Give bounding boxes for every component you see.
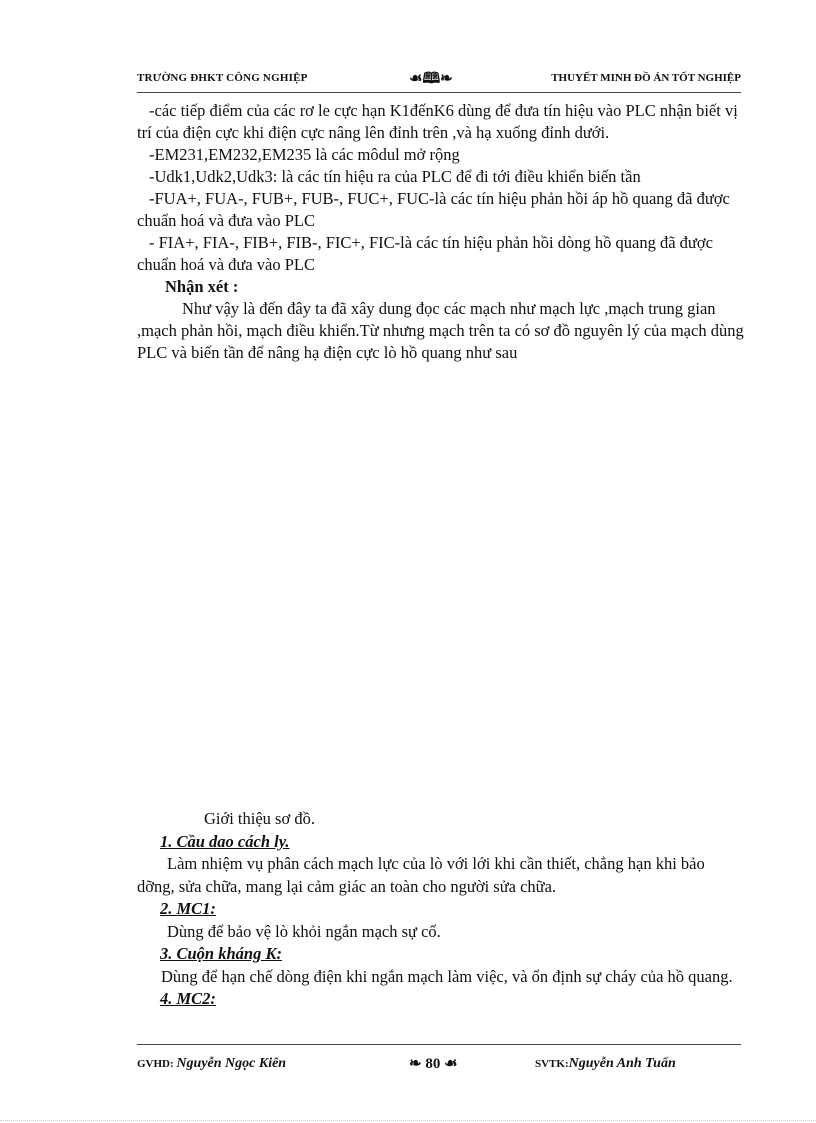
section-heading: Nhận xét : xyxy=(165,277,239,296)
page-header xyxy=(137,68,741,92)
paragraph: Như vậy là đến đây ta đã xây dung đọc các mạch như mạch lực ,mạch trung gian ,mạch phản hồi, mạch điều khiển.Từ nhưng mạch trên ta có sơ đồ nguyên lý của mạch dùng PLC và biến tần để nâng hạ điện cực lò hồ quang như sau xyxy=(137,299,744,362)
section-intro: Giới thiệu sơ đồ. xyxy=(204,809,315,828)
paragraph: -Udk1,Udk2,Udk3: là các tín hiệu ra của PLC để đi tới điều khiển biến tần xyxy=(149,167,641,186)
diagram-description xyxy=(137,808,745,1011)
advisor-name: Nguyễn Ngọc Kiên xyxy=(176,1056,287,1071)
ornament-left-icon: ❧ xyxy=(409,1056,422,1072)
page-footer xyxy=(137,1054,741,1074)
document-body xyxy=(137,100,745,364)
paragraph: -các tiếp điểm của các rơ le cực hạn K1đếnK6 dùng để đưa tín hiệu vào PLC nhận biết vị trí của điện cực khi điện cực nâng lên đỉnh trên ,và hạ xuống đỉnh dưới. xyxy=(137,101,738,142)
footer-advisor: GVHD: Nguyễn Ngọc Kiên xyxy=(137,1056,287,1071)
header-school: TRƯỜNG ĐHKT CÔNG NGHIỆP xyxy=(137,72,308,84)
subheading: 1. Cầu dao cách ly. xyxy=(160,831,290,851)
header-divider xyxy=(137,92,741,93)
subheading: 4. MC2: xyxy=(160,989,216,1008)
footer-divider xyxy=(137,1044,741,1045)
paragraph: -FUA+, FUA-, FUB+, FUB-, FUC+, FUC-là các tín hiệu phản hồi áp hồ quang đã được chuẩn hoá và đưa vào PLC xyxy=(137,189,730,230)
paragraph: Làm nhiệm vụ phân cách mạch lực của lò với lới khi cần thiết, chẳng hạn khi bảo dỡng, sửa chữa, mang lại cảm giác an toàn cho người sửa chữa. xyxy=(137,854,705,896)
header-ornament-icon: ☙🕮❧ xyxy=(409,71,453,87)
ornament-right-icon: ☙ xyxy=(444,1056,458,1072)
footer-student: SVTK:Nguyễn Anh Tuấn xyxy=(535,1056,676,1071)
student-name: Nguyễn Anh Tuấn xyxy=(568,1056,676,1071)
paragraph: -EM231,EM232,EM235 là các môdul mở rộng xyxy=(149,145,460,164)
subheading: 2. MC1: xyxy=(160,899,216,918)
paragraph: Dùng để hạn chế dòng điện khi ngắn mạch làm việc, và ổn định sự cháy của hồ quang. xyxy=(161,966,733,986)
page-number: ❧ 80 ☙ xyxy=(409,1056,458,1072)
subheading: 3. Cuộn kháng K: xyxy=(160,944,282,963)
paragraph: - FIA+, FIA-, FIB+, FIB-, FIC+, FIC-là các tín hiệu phản hồi dòng hồ quang đã được chuẩn hoá và đưa vào PLC xyxy=(137,233,713,274)
page-edge xyxy=(0,1120,816,1121)
paragraph: Dùng để bảo vệ lò khỏi ngắn mạch sự cố. xyxy=(167,921,441,941)
header-title: THUYẾT MINH ĐỒ ÁN TỐT NGHIỆP xyxy=(551,72,741,84)
